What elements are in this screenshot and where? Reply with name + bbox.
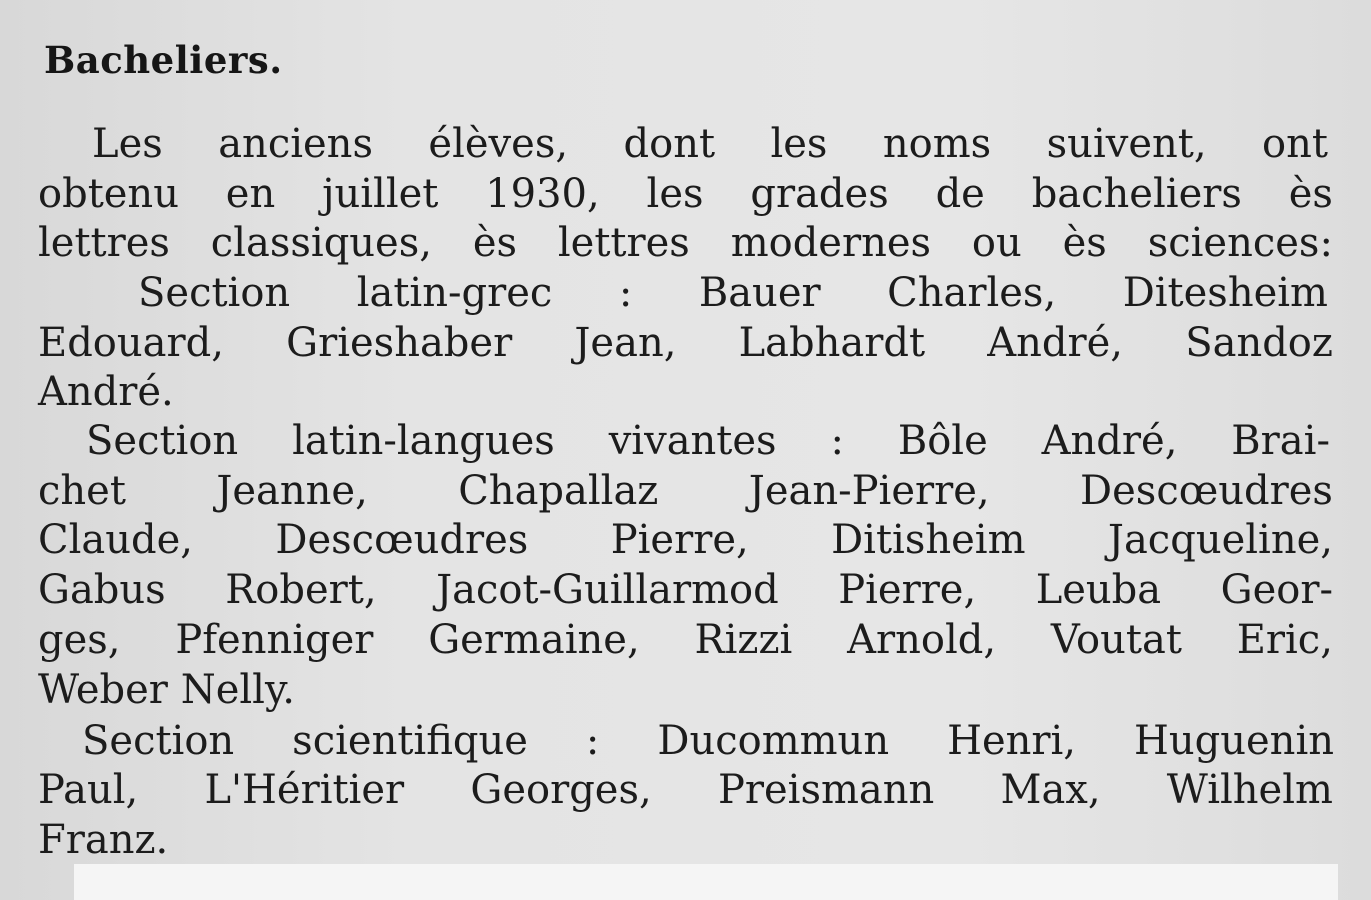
word: Franz. [38, 817, 169, 863]
word: élèves, [428, 121, 569, 167]
word: dont [623, 121, 716, 167]
word: Ducommun [657, 718, 890, 764]
word: Rizzi [694, 617, 793, 663]
text-line-9 [38, 517, 1333, 563]
word: Pfenniger [175, 617, 374, 663]
text-line-13 [82, 718, 1334, 764]
word: Jean-Pierre, [748, 468, 990, 514]
word: lettres [38, 220, 170, 266]
word: modernes [730, 220, 932, 266]
word: Henri, [947, 718, 1077, 764]
word: Section [86, 418, 239, 464]
word: juillet [322, 171, 439, 217]
word: scientifique [292, 718, 528, 764]
text-line-6 [38, 369, 1333, 415]
word: Jean, [574, 320, 677, 366]
word: anciens [218, 121, 373, 167]
word: Wilhelm [1166, 767, 1333, 813]
word: Arnold, [847, 617, 997, 663]
text-line-5 [38, 320, 1333, 366]
word: Voutat [1050, 617, 1182, 663]
scan-margin-strip [74, 864, 1338, 900]
word: Huguenin [1134, 718, 1334, 764]
word: Geor- [1220, 567, 1333, 613]
word: : [618, 270, 633, 316]
text-line-2 [38, 171, 1333, 217]
word: Ditisheim [831, 517, 1026, 563]
word: Les [92, 121, 163, 167]
word: sciences: [1147, 220, 1333, 266]
word: Preismann [717, 767, 935, 813]
word: Edouard, [38, 320, 224, 366]
text-line-1 [92, 121, 1328, 167]
word: les [646, 171, 704, 217]
word: Georges, [470, 767, 652, 813]
word: Ditesheim [1122, 270, 1328, 316]
word: Robert, [225, 567, 377, 613]
word: Paul, [38, 767, 139, 813]
word: Leuba [1035, 567, 1162, 613]
word: Grieshaber [286, 320, 513, 366]
word: Pierre, [838, 567, 977, 613]
word: Pierre, [610, 517, 749, 563]
text-line-14 [38, 767, 1333, 813]
text-line-10 [38, 567, 1333, 613]
word: les [770, 121, 828, 167]
word: : [585, 718, 600, 764]
text-line-3 [38, 220, 1333, 266]
word: Max, [1000, 767, 1101, 813]
word: vivantes [608, 418, 777, 464]
section-heading: Bacheliers. [44, 38, 283, 82]
word: Descœudres [1080, 468, 1333, 514]
word: Claude, [38, 517, 193, 563]
word: Section [138, 270, 291, 316]
text-line-15 [38, 817, 1333, 863]
word: André, [987, 320, 1123, 366]
word: : [830, 418, 844, 464]
word: ès [1062, 220, 1107, 266]
word: André. [38, 369, 174, 415]
text-line-8 [38, 468, 1333, 514]
word: Jeanne, [216, 468, 368, 514]
word: chet [38, 468, 126, 514]
word: Nelly. [180, 667, 295, 713]
text-line-11 [38, 617, 1333, 663]
word: Bôle [897, 418, 988, 464]
word: ès [1288, 171, 1333, 217]
word: 1930, [485, 171, 600, 217]
word: ont [1262, 121, 1328, 167]
text-line-4 [138, 270, 1328, 316]
word: Bauer [698, 270, 821, 316]
word: Germaine, [428, 617, 640, 663]
word: Weber [38, 667, 168, 713]
word: ès [472, 220, 518, 266]
word: Labhardt [738, 320, 926, 366]
word: latin-grec [356, 270, 553, 316]
word: L'Héritier [204, 767, 405, 813]
word: bacheliers [1031, 171, 1242, 217]
word: Sandoz [1185, 320, 1333, 366]
word: latin-langues [292, 418, 555, 464]
word: obtenu [38, 171, 179, 217]
word: André, [1041, 418, 1178, 464]
word: Chapallaz [458, 468, 659, 514]
word: classiques, [210, 220, 432, 266]
word: grades [750, 171, 889, 217]
text-line-12 [38, 667, 1333, 713]
word: Jacot-Guillarmod [436, 567, 779, 613]
word: ges, [38, 617, 121, 663]
text-line-7 [86, 418, 1330, 464]
word: en [225, 171, 276, 217]
word: Jacqueline, [1107, 517, 1333, 563]
word: Descœudres [275, 517, 529, 563]
word: Charles, [887, 270, 1057, 316]
word: noms [882, 121, 992, 167]
word: Brai- [1231, 418, 1330, 464]
word: ou [971, 220, 1022, 266]
word: Section [82, 718, 235, 764]
word: Eric, [1236, 617, 1333, 663]
word: Gabus [38, 567, 166, 613]
word: suivent, [1046, 121, 1207, 167]
word: lettres [557, 220, 690, 266]
word: de [935, 171, 985, 217]
